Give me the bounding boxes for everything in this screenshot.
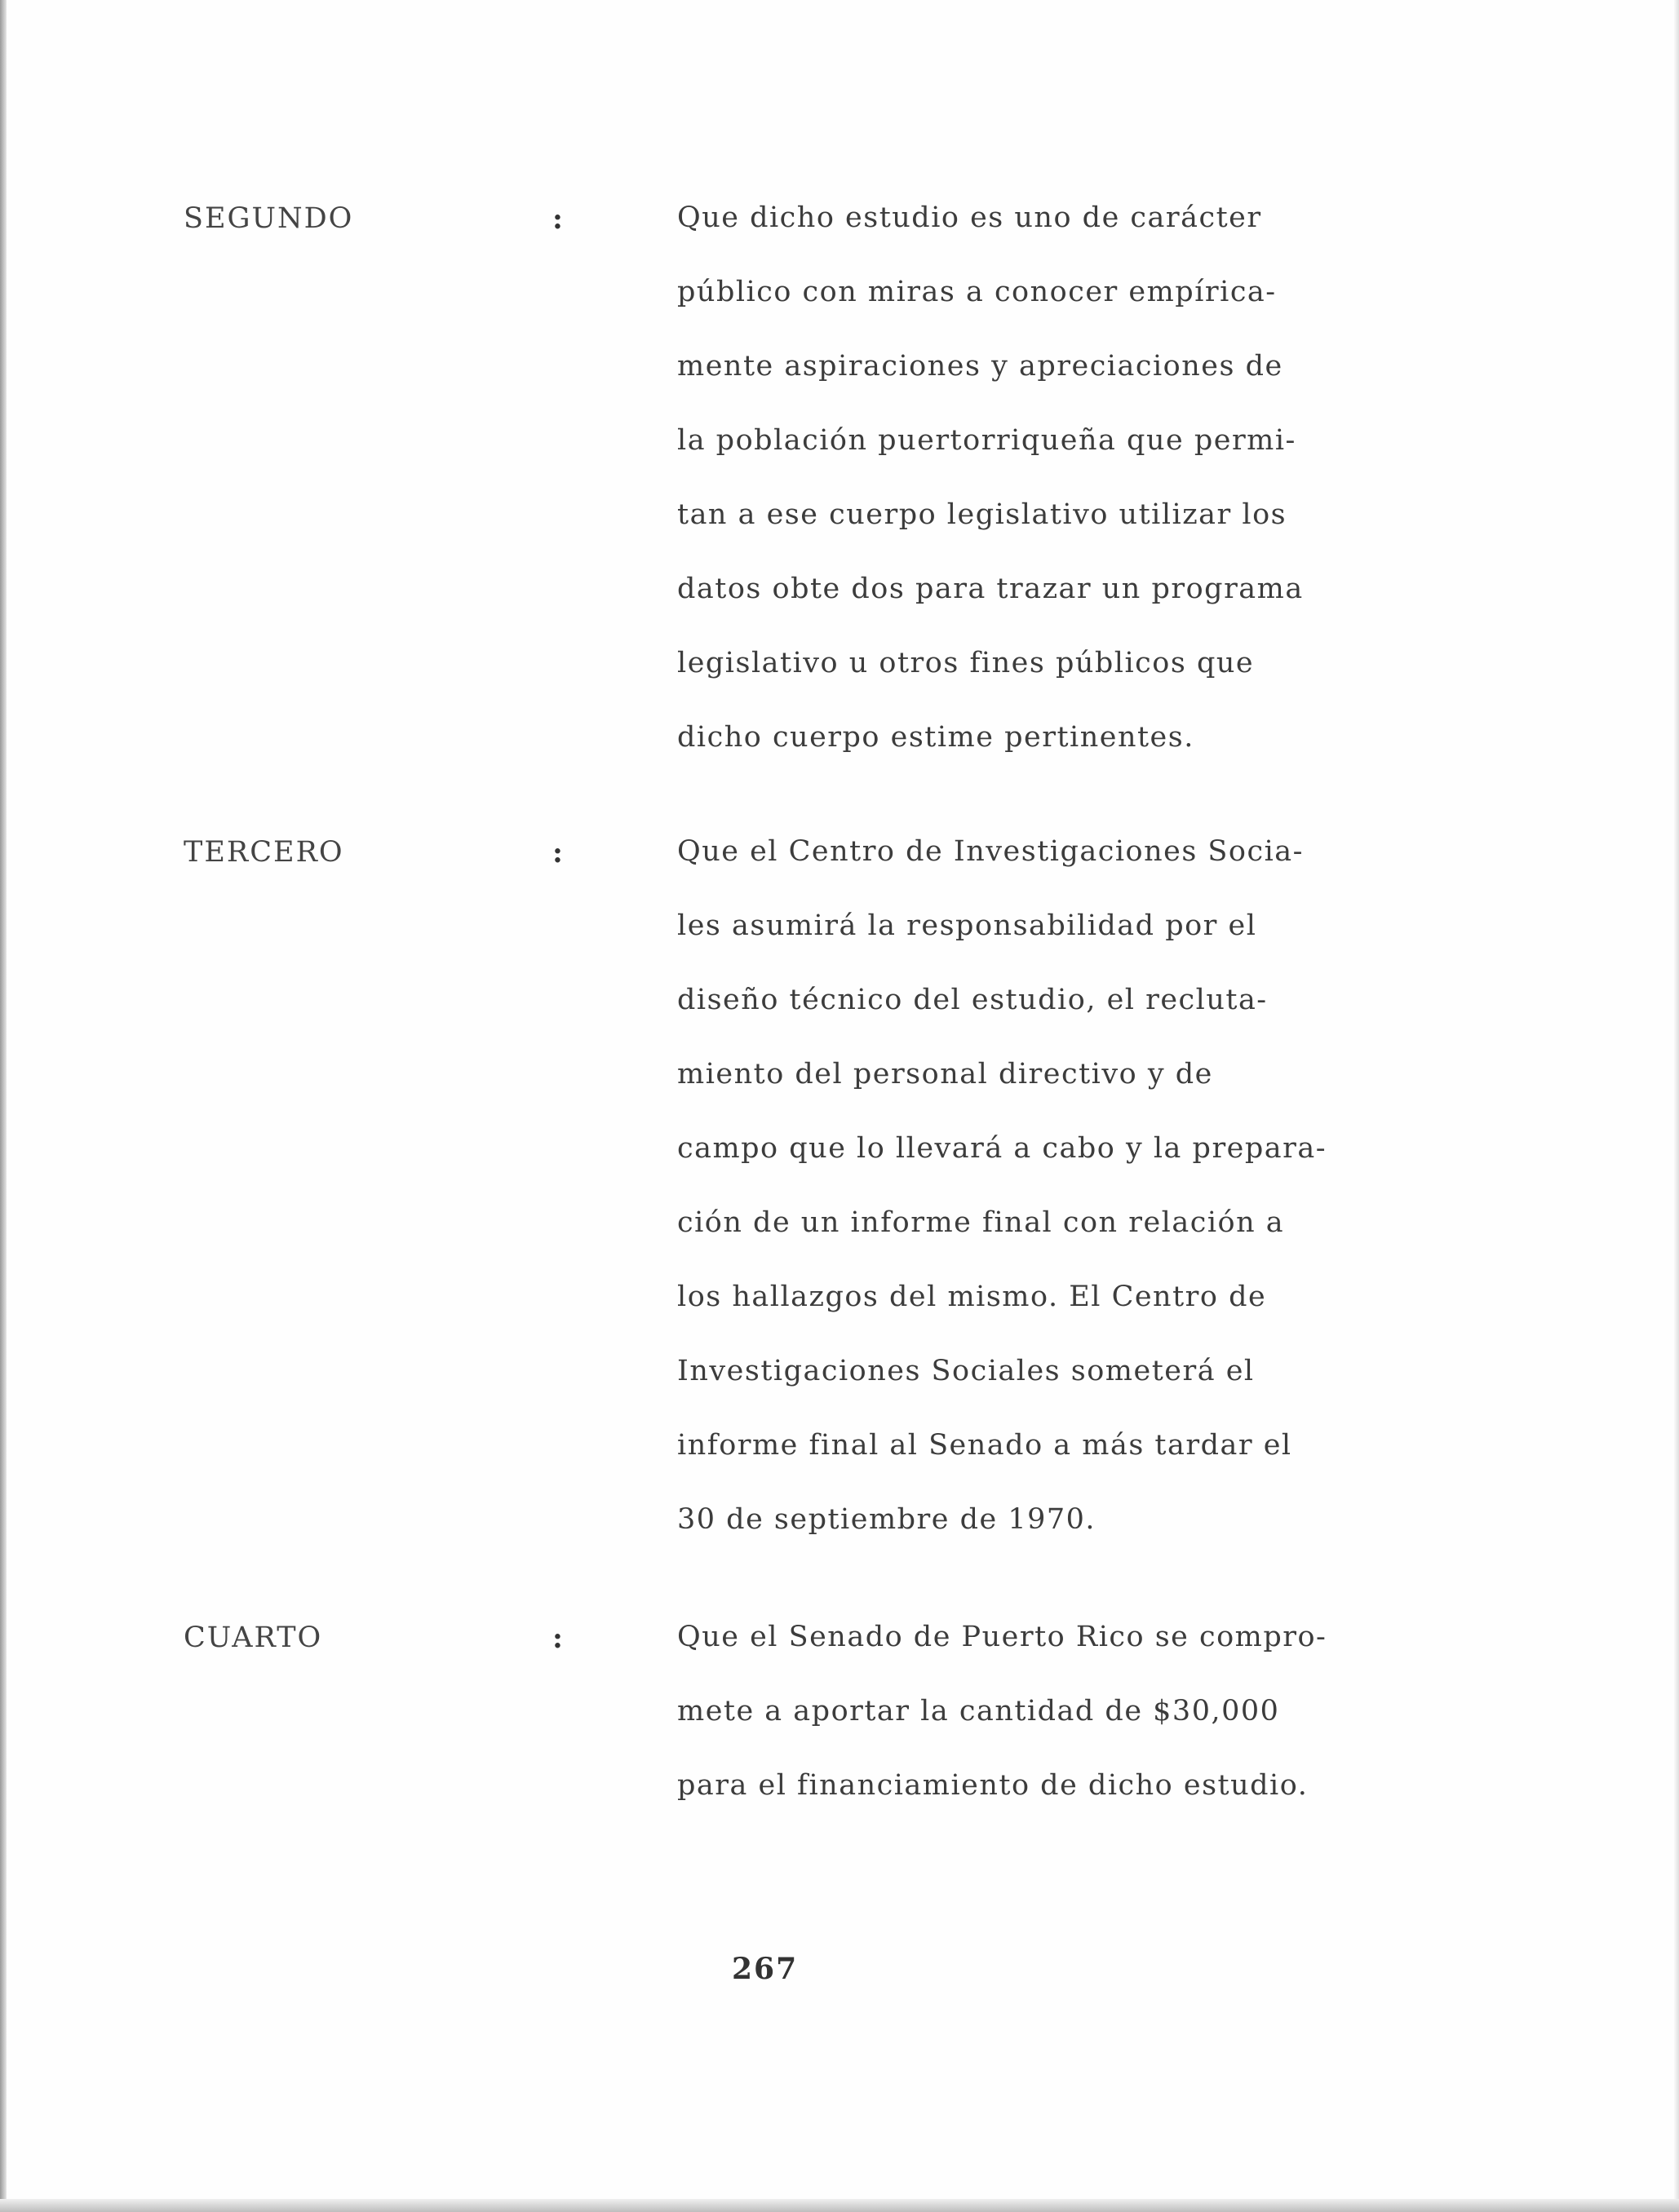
paragraph-line: les asumirá la responsabilidad por el [677,909,1257,942]
paragraph-line: datos obte dos para trazar un programa [677,573,1304,605]
paragraph-line: Que el Centro de Investigaciones Socia- [677,835,1304,868]
paragraph-line: mete a aportar la cantidad de $30,000 [677,1695,1280,1728]
section-colon: : [552,1621,563,1655]
paragraph-line: dicho cuerpo estime pertinentes. [677,721,1194,754]
paragraph-line: público con miras a conocer empírica- [677,276,1277,308]
paragraph-line: Que dicho estudio es uno de carácter [677,201,1262,234]
paragraph-line: Investigaciones Sociales someterá el [677,1355,1255,1387]
section-colon: : [552,836,563,869]
scan-edge-left [0,0,7,2212]
paragraph-line: Que el Senado de Puerto Rico se compro- [677,1621,1327,1653]
paragraph-line: la población puertorriqueña que permi- [677,424,1296,457]
section-label: TERCERO [184,836,344,869]
paragraph-line: mente aspiraciones y apreciaciones de [677,350,1283,383]
scan-edge-right [1674,0,1679,2212]
paragraph-line: diseño técnico del estudio, el recluta- [677,984,1268,1016]
paragraph-line: para el financiamiento de dicho estudio. [677,1769,1309,1802]
section-label: SEGUNDO [184,202,354,235]
section-label: CUARTO [184,1621,323,1654]
section-paragraph [677,836,1327,1578]
paragraph-line: campo que lo llevará a cabo y la prepara- [677,1132,1327,1165]
section-paragraph [677,202,1304,796]
scan-edge-bottom [0,2199,1679,2212]
paragraph-line: tan a ese cuerpo legislativo utilizar los [677,498,1287,531]
paragraph-line: legislativo u otros fines públicos que [677,647,1255,679]
section-colon: : [552,202,563,236]
section-paragraph [677,1621,1327,1844]
paragraph-line: miento del personal directivo y de [677,1058,1213,1091]
paragraph-line: ción de un informe final con relación a [677,1206,1285,1239]
page-number: 267 [732,1952,799,1986]
paragraph-line: 30 de septiembre de 1970. [677,1503,1096,1536]
paragraph-line: los hallazgos del mismo. El Centro de [677,1281,1267,1313]
paragraph-line: informe final al Senado a más tardar el [677,1429,1292,1462]
